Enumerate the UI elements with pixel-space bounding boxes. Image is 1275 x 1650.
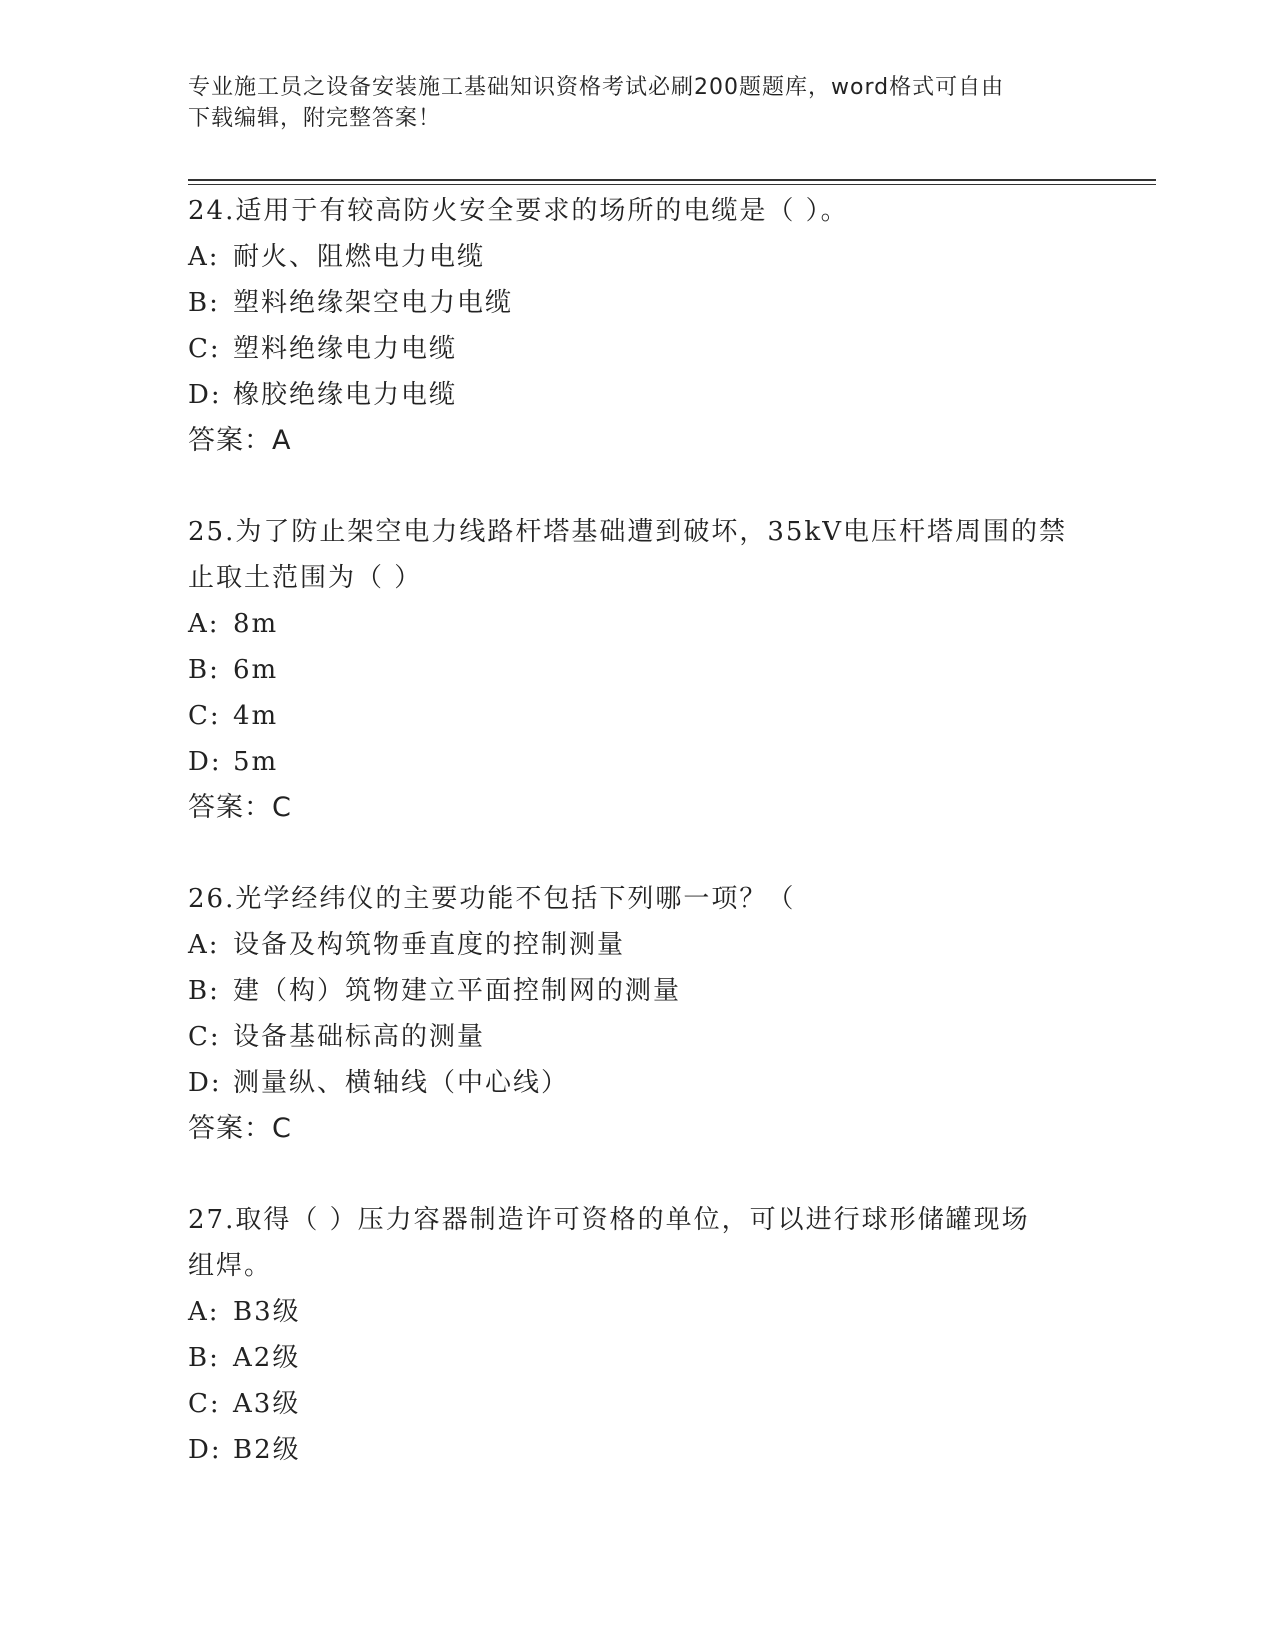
question-stem-line-2: 组焊。 [188,1251,273,1281]
answer-line: 答案：C [188,792,292,823]
answer-line: 答案：C [188,1113,292,1144]
spacer [188,1152,1088,1197]
option-label: A: [188,1297,220,1327]
question-stem: 24.适用于有较高防火安全要求的场所的电缆是（ ）。 [188,196,849,226]
option-label: D: [188,380,222,410]
document-header [188,72,1088,134]
option-text: 塑料绝缘电力电缆 [233,334,458,364]
question-24 [188,188,1088,464]
spacer [188,464,1088,509]
question-27 [188,1197,1088,1473]
option-label: C: [188,1389,221,1419]
option-text: A2级 [233,1343,301,1373]
option-c [188,1381,1088,1427]
question-list [188,188,1088,1473]
option-label: B: [188,1343,220,1373]
question-stem-line-2: 止取土范围为（ ） [188,563,423,593]
option-label: D: [188,1068,222,1098]
option-text: 6m [233,655,279,685]
option-d [188,739,1088,785]
option-text: 设备基础标高的测量 [233,1022,486,1052]
option-a [188,234,1088,280]
option-a [188,922,1088,968]
header-line-2: 下载编辑，附完整答案！ [188,106,442,131]
option-text: 塑料绝缘架空电力电缆 [233,288,514,318]
option-label: C: [188,334,221,364]
option-b [188,1335,1088,1381]
option-label: A: [188,609,220,639]
question-stem-line-1: 27.取得（ ）压力容器制造许可资格的单位，可以进行球形储罐现场 [188,1205,1030,1235]
question-26 [188,876,1088,1152]
option-label: B: [188,288,220,318]
option-label: C: [188,701,221,731]
option-b [188,647,1088,693]
option-b [188,280,1088,326]
option-label: B: [188,655,220,685]
option-b [188,968,1088,1014]
option-text: B3级 [233,1297,301,1327]
answer-line: 答案：A [188,425,292,456]
option-d [188,372,1088,418]
option-text: A3级 [233,1389,301,1419]
option-text: 耐火、阻燃电力电缆 [233,242,486,272]
question-25 [188,509,1088,831]
header-line-1: 专业施工员之设备安装施工基础知识资格考试必刷200题题库，word格式可自由 [188,75,1005,100]
option-label: C: [188,1022,221,1052]
option-c [188,1014,1088,1060]
spacer [188,831,1088,876]
option-text: 测量纵、横轴线（中心线） [233,1068,570,1098]
option-c [188,326,1088,372]
header-divider-thin [188,184,1156,185]
option-label: D: [188,747,222,777]
option-d [188,1427,1088,1473]
option-text: 8m [233,609,279,639]
question-stem-line-1: 25.为了防止架空电力线路杆塔基础遭到破坏，35kV电压杆塔周围的禁 [188,517,1067,547]
option-text: 建（构）筑物建立平面控制网的测量 [233,976,682,1006]
option-label: D: [188,1435,222,1465]
option-a [188,1289,1088,1335]
option-a [188,601,1088,647]
option-label: A: [188,242,220,272]
option-text: 5m [233,747,279,777]
option-text: 设备及构筑物垂直度的控制测量 [233,930,626,960]
header-divider-thick [188,179,1156,181]
option-label: A: [188,930,220,960]
option-text: 4m [233,701,279,731]
option-text: 橡胶绝缘电力电缆 [233,380,458,410]
option-label: B: [188,976,220,1006]
option-c [188,693,1088,739]
question-stem: 26.光学经纬仪的主要功能不包括下列哪一项？（ [188,884,796,914]
option-d [188,1060,1088,1106]
option-text: B2级 [233,1435,301,1465]
